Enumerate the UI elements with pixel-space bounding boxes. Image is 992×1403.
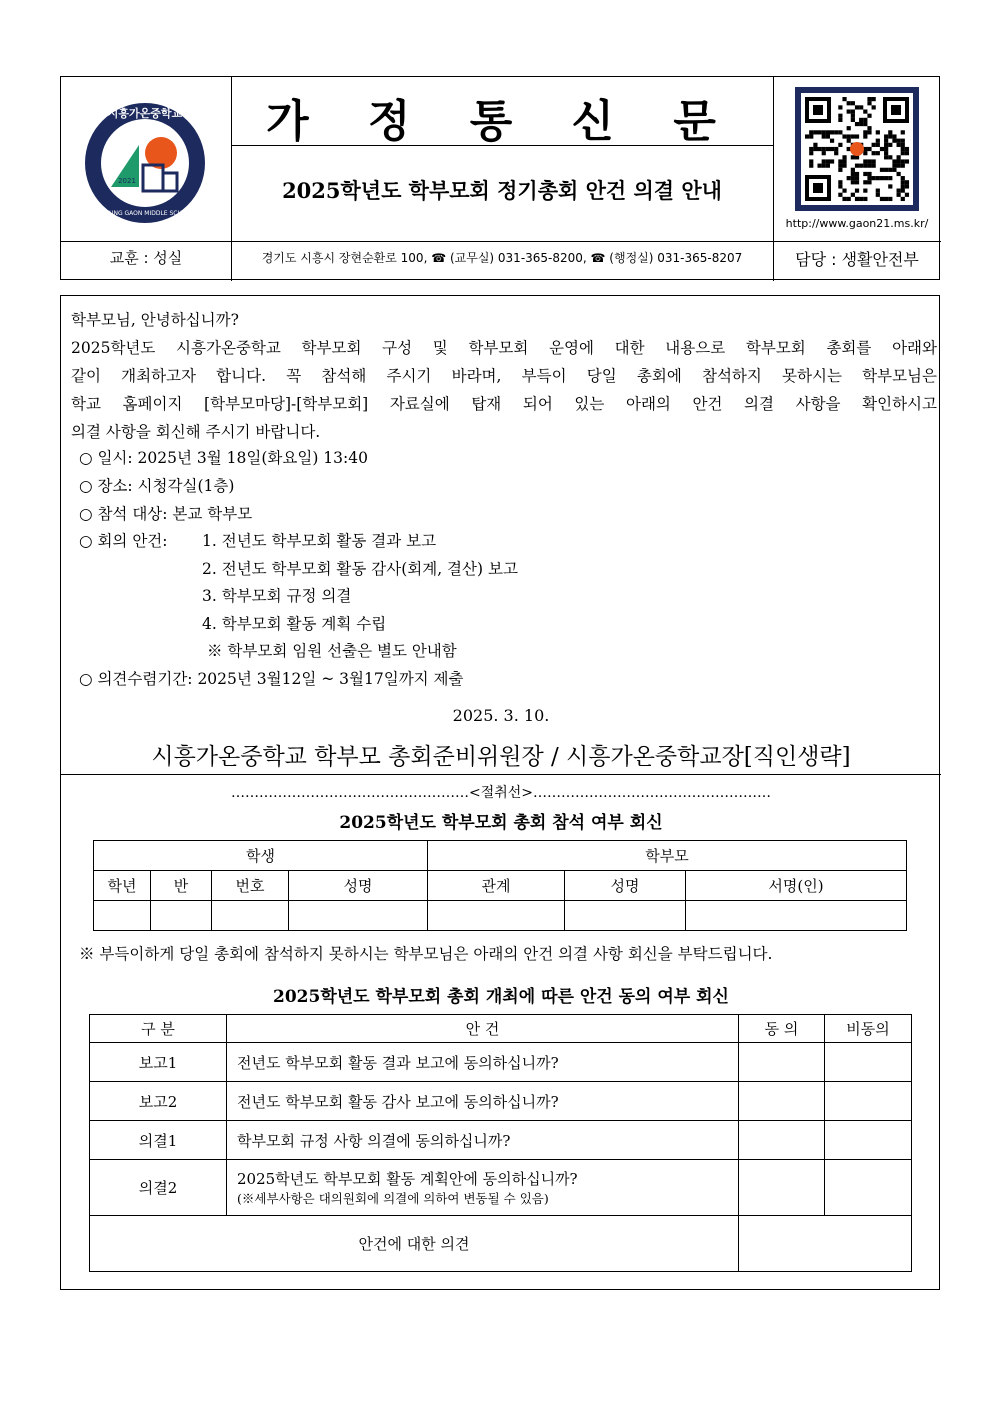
- school-logo-icon: [83, 101, 207, 225]
- input-number[interactable]: [212, 901, 289, 931]
- row-category: 보고1: [90, 1043, 227, 1082]
- header-category: 구 분: [90, 1015, 227, 1043]
- opinion-label: 안건에 대한 의견: [90, 1216, 739, 1272]
- disagree-cell[interactable]: [825, 1121, 912, 1160]
- qr-code-icon[interactable]: [795, 87, 919, 211]
- page-subtitle: 2025학년도 학부모회 정기총회 안건 의결 안내: [282, 178, 722, 203]
- row-item-multiline: [227, 1160, 739, 1216]
- input-relation[interactable]: [428, 901, 565, 931]
- consent-title: 2025학년도 학부모회 총회 개최에 따른 안건 동의 여부 회신: [273, 987, 729, 1007]
- logo-top-text: 시흥가온중학교: [107, 107, 183, 120]
- agree-cell[interactable]: [739, 1082, 825, 1121]
- row-category: 의결1: [90, 1121, 227, 1160]
- opinion-input[interactable]: [739, 1216, 912, 1272]
- para-line-1: 2025학년도 시흥가온중학교 학부모회 구성 및 학부모회 운영에 대한 내용으로 학부모회 총회를 아래와: [71, 339, 937, 357]
- item-attendees: ○ 참석 대상: 본교 학부모: [79, 505, 253, 523]
- input-class[interactable]: [151, 901, 212, 931]
- col-class: 반: [151, 871, 212, 901]
- school-motto: 교훈 : 성실: [109, 249, 183, 267]
- row-category: 보고2: [90, 1082, 227, 1121]
- letter-box: [60, 295, 940, 1290]
- school-address: 경기도 시흥시 장현순환로 100, ☎ (교무실) 031-365-8200, ☎ (행정실) 031-365-8207: [261, 251, 743, 265]
- table-row: [90, 1082, 912, 1121]
- para-line-3: 학교 홈페이지 [학부모마당]-[학부모회] 자료실에 탑재 되어 있는 아래의 안건 의결 사항을 확인하시고: [71, 395, 937, 413]
- col-number: 번호: [212, 871, 289, 901]
- signature: 시흥가온중학교 학부모 총회준비위원장 / 시흥가온중학교장[직인생략]: [151, 744, 851, 770]
- agenda-item-4: 4. 학부모회 활동 계획 수립: [202, 615, 387, 633]
- row-item-sub: (※세부사항은 대의원회에 의결에 의하여 변동될 수 있음): [237, 1191, 549, 1206]
- group-header-parent: 학부모: [428, 841, 907, 871]
- group-header-student: 학생: [94, 841, 428, 871]
- col-parent-name: 성명: [565, 871, 686, 901]
- row-category: 의결2: [90, 1160, 227, 1216]
- para-line-4: 의결 사항을 회신해 주시기 바랍니다.: [71, 423, 321, 441]
- logo-bottom-text: SIHEUNG GAON MIDDLE SCHOOL: [95, 210, 195, 217]
- header-box: [60, 76, 940, 280]
- input-student-name[interactable]: [289, 901, 428, 931]
- agenda-note: ※ 학부모회 임원 선출은 별도 안내함: [207, 642, 457, 660]
- table-row: [90, 1160, 912, 1216]
- logo-year: 2021: [118, 177, 136, 185]
- input-grade[interactable]: [94, 901, 151, 931]
- item-agenda-label: ○ 회의 안건:: [79, 532, 168, 550]
- school-url-link[interactable]: http://www.gaon21.ms.kr/: [785, 217, 929, 230]
- row-item: 전년도 학부모회 활동 감사 보고에 동의하십니까?: [227, 1082, 739, 1121]
- col-student-name: 성명: [289, 871, 428, 901]
- item-place: ○ 장소: 시청각실(1층): [79, 477, 235, 495]
- col-relation: 관계: [428, 871, 565, 901]
- disagree-cell[interactable]: [825, 1043, 912, 1082]
- row-item: 학부모회 규정 사항 의결에 동의하십니까?: [227, 1121, 739, 1160]
- page-title: 가 정 통 신 문: [266, 96, 738, 147]
- consent-table: [89, 1014, 912, 1272]
- col-grade: 학년: [94, 871, 151, 901]
- row-item: 2025학년도 학부모회 활동 계획안에 동의하십니까?: [237, 1170, 578, 1188]
- item-period: ○ 의견수렴기간: 2025년 3월12일 ~ 3월17일까지 제출: [79, 670, 464, 688]
- table-row: [90, 1121, 912, 1160]
- para-line-2: 같이 개최하고자 합니다. 꼭 참석해 주시기 바라며, 부득이 당일 총회에 참석하지 못하시는 학부모님은: [71, 367, 937, 385]
- issue-date: 2025. 3. 10.: [452, 706, 550, 725]
- attendance-table: [93, 840, 907, 931]
- header-disagree: 비동의: [825, 1015, 912, 1043]
- disagree-cell[interactable]: [825, 1160, 912, 1216]
- cut-line: ……………………………………………<절취선>……………………………………………: [230, 785, 772, 801]
- agenda-item-1: 1. 전년도 학부모회 활동 결과 보고: [202, 532, 437, 550]
- col-signature: 서명(인): [686, 871, 907, 901]
- manager-department: 담당 : 생활안전부: [795, 250, 919, 269]
- agenda-item-2: 2. 전년도 학부모회 활동 감사(회계, 결산) 보고: [202, 560, 518, 578]
- reply-note: ※ 부득이하게 당일 총회에 참석하지 못하시는 학부모님은 아래의 안건 의결 사항 회신을 부탁드립니다.: [79, 945, 773, 963]
- table-row: [90, 1043, 912, 1082]
- item-date: ○ 일시: 2025년 3월 18일(화요일) 13:40: [79, 449, 368, 467]
- disagree-cell[interactable]: [825, 1082, 912, 1121]
- row-item: 전년도 학부모회 활동 결과 보고에 동의하십니까?: [227, 1043, 739, 1082]
- input-signature[interactable]: [686, 901, 907, 931]
- agree-cell[interactable]: [739, 1160, 825, 1216]
- agree-cell[interactable]: [739, 1043, 825, 1082]
- greeting: 학부모님, 안녕하십니까?: [71, 311, 239, 329]
- attendance-title: 2025학년도 학부모회 총회 참석 여부 회신: [339, 813, 663, 833]
- agenda-item-3: 3. 학부모회 규정 의결: [202, 587, 352, 605]
- header-item: 안 건: [227, 1015, 739, 1043]
- cut-divider: [61, 774, 941, 775]
- header-agree: 동 의: [739, 1015, 825, 1043]
- agree-cell[interactable]: [739, 1121, 825, 1160]
- input-parent-name[interactable]: [565, 901, 686, 931]
